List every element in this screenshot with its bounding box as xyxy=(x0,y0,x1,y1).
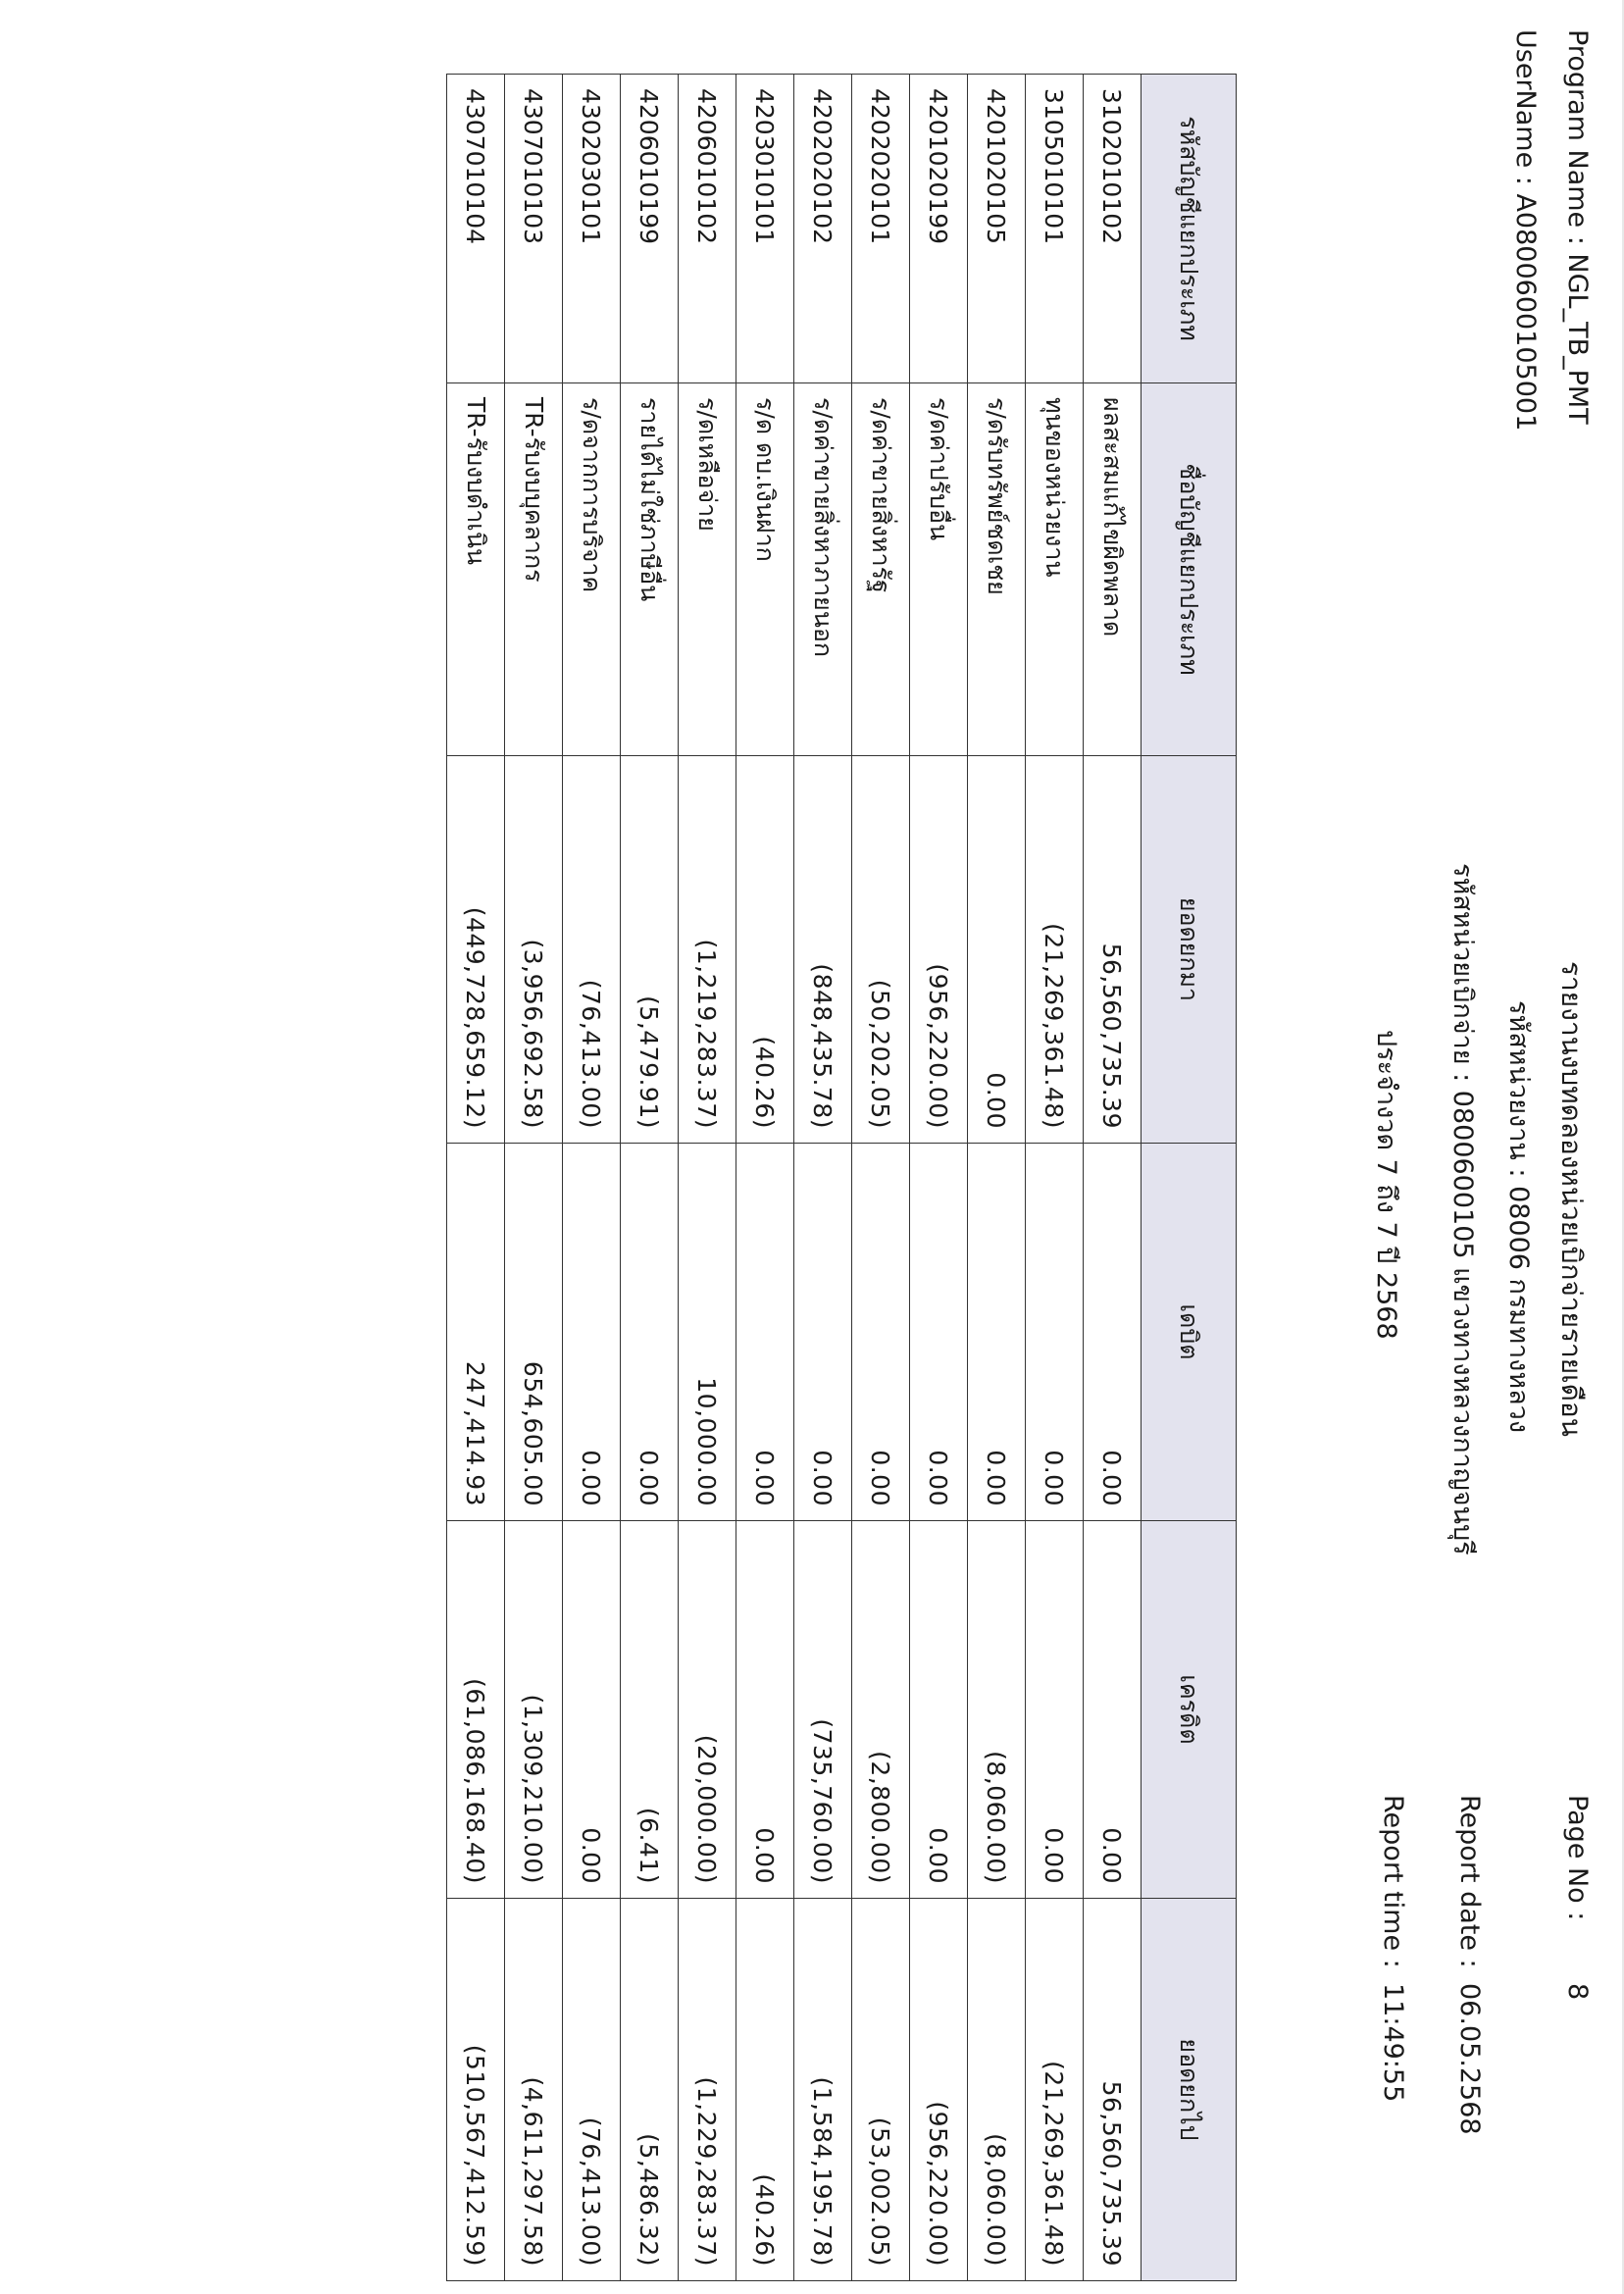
table-row xyxy=(563,75,621,2281)
cell-credit: 0.00 xyxy=(1026,1521,1084,1899)
page-no-value: 8 xyxy=(1562,1983,1593,2001)
cell-account-code: 4201020199 xyxy=(910,75,968,383)
table-row xyxy=(505,75,563,2281)
cell-credit: (735,760.00) xyxy=(794,1521,852,1899)
report-date xyxy=(1454,1795,1485,2135)
table-row xyxy=(1084,75,1142,2281)
cell-opening-balance: (40.26) xyxy=(736,756,794,1144)
cell-credit: 0.00 xyxy=(563,1521,621,1899)
user-name: UserName : A0800600105001 xyxy=(1510,29,1541,432)
table-row xyxy=(910,75,968,2281)
table-row xyxy=(1026,75,1084,2281)
cell-closing-balance: (21,269,361.48) xyxy=(1026,1899,1084,2281)
cell-account-name: ทุนของหน่วยงาน xyxy=(1026,383,1084,756)
cell-credit: (8,060.00) xyxy=(968,1521,1026,1899)
cell-debit: 0.00 xyxy=(910,1144,968,1521)
cell-debit: 0.00 xyxy=(736,1144,794,1521)
col-header-account-name: ชื่อบัญชีแยกประเภท xyxy=(1142,383,1237,756)
report-time-label: Report time : xyxy=(1378,1795,1408,1968)
cell-debit: 0.00 xyxy=(794,1144,852,1521)
cell-opening-balance: (3,956,692.58) xyxy=(505,756,563,1144)
cell-credit: (2,800.00) xyxy=(852,1521,910,1899)
cell-debit: 0.00 xyxy=(1084,1144,1142,1521)
col-header-opening-balance: ยอดยกมา xyxy=(1142,756,1237,1144)
agency-line: รหัสหน่วยงาน : 08006 กรมทางหลวง xyxy=(1503,1000,1534,1434)
cell-closing-balance: (76,413.00) xyxy=(563,1899,621,2281)
cell-credit: (1,309,210.00) xyxy=(505,1521,563,1899)
col-header-debit: เดบิต xyxy=(1142,1144,1237,1521)
table-row xyxy=(852,75,910,2281)
cell-account-code: 4307010104 xyxy=(447,75,505,383)
cell-debit: 0.00 xyxy=(1026,1144,1084,1521)
table-row xyxy=(794,75,852,2281)
cell-account-code: 4302030101 xyxy=(563,75,621,383)
cell-account-name: รายได้ไม่ใช่ภาษีอื่น xyxy=(621,383,679,756)
cell-account-name: ร/ดค่าขายสิ่งหาภายนอก xyxy=(794,383,852,756)
cell-account-name: ผลสะสมแก้ไขผิดพลาด xyxy=(1084,383,1142,756)
cell-opening-balance: 56,560,735.39 xyxy=(1084,756,1142,1144)
cell-credit: (61,086,168.40) xyxy=(447,1521,505,1899)
cell-opening-balance: (5,479.91) xyxy=(621,756,679,1144)
cell-account-code: 3102010102 xyxy=(1084,75,1142,383)
col-header-closing-balance: ยอดยกไป xyxy=(1142,1899,1237,2281)
report-title: รายงานงบทดลองหน่วยเบิกจ่ายรายเดือน xyxy=(1555,961,1588,1437)
table-row xyxy=(736,75,794,2281)
cell-account-name: TR-รับงบดำเนิน xyxy=(447,383,505,756)
cell-credit: 0.00 xyxy=(910,1521,968,1899)
cell-opening-balance: (848,435.78) xyxy=(794,756,852,1144)
table-header-row xyxy=(1142,75,1237,2281)
cell-closing-balance: (1,584,195.78) xyxy=(794,1899,852,2281)
cell-account-name: ร/ด ดบ.เงินฝาก xyxy=(736,383,794,756)
cell-closing-balance: (956,220.00) xyxy=(910,1899,968,2281)
table-row xyxy=(968,75,1026,2281)
cell-closing-balance: (40.26) xyxy=(736,1899,794,2281)
cell-debit: 0.00 xyxy=(968,1144,1026,1521)
cell-opening-balance: (76,413.00) xyxy=(563,756,621,1144)
cell-credit: 0.00 xyxy=(736,1521,794,1899)
page-no xyxy=(1562,1795,1593,2000)
cell-account-code: 4307010103 xyxy=(505,75,563,383)
cell-account-code: 4206010102 xyxy=(679,75,736,383)
cell-closing-balance: (4,611,297.58) xyxy=(505,1899,563,2281)
cell-account-name: ร/ดรับทรัพย์ชดเชย xyxy=(968,383,1026,756)
cell-account-code: 4203010101 xyxy=(736,75,794,383)
cell-debit: 247,414.93 xyxy=(447,1144,505,1521)
cell-account-code: 4202020102 xyxy=(794,75,852,383)
report-time xyxy=(1378,1795,1408,2102)
cell-account-name: ร/ดค่าปรับอื่น xyxy=(910,383,968,756)
cell-debit: 654,605.00 xyxy=(505,1144,563,1521)
table-row xyxy=(621,75,679,2281)
report-time-value: 11:49:55 xyxy=(1378,1983,1408,2103)
cell-closing-balance: (1,229,283.37) xyxy=(679,1899,736,2281)
cell-account-name: ร/ดค่าขายสิ่งหารัฐ xyxy=(852,383,910,756)
col-header-account-code: รหัสบัญชีแยกประเภท xyxy=(1142,75,1237,383)
col-header-credit: เครดิต xyxy=(1142,1521,1237,1899)
cell-debit: 10,000.00 xyxy=(679,1144,736,1521)
table-body xyxy=(447,75,1142,2281)
cell-account-code: 3105010101 xyxy=(1026,75,1084,383)
report-date-label: Report date : xyxy=(1454,1795,1485,1968)
cell-account-code: 4202020101 xyxy=(852,75,910,383)
cell-opening-balance: (21,269,361.48) xyxy=(1026,756,1084,1144)
cell-closing-balance: (510,567,412.59) xyxy=(447,1899,505,2281)
cell-opening-balance: 0.00 xyxy=(968,756,1026,1144)
cell-opening-balance: (50,202.05) xyxy=(852,756,910,1144)
cell-debit: 0.00 xyxy=(621,1144,679,1521)
report-date-value: 06.05.2568 xyxy=(1454,1983,1485,2135)
cell-closing-balance: (53,002.05) xyxy=(852,1899,910,2281)
trial-balance-table xyxy=(446,74,1237,2281)
cell-debit: 0.00 xyxy=(852,1144,910,1521)
cell-account-name: ร/ดเหลือจ่าย xyxy=(679,383,736,756)
cell-closing-balance: 56,560,735.39 xyxy=(1084,1899,1142,2281)
cell-account-name: ร/ดจากการบริจาค xyxy=(563,383,621,756)
cell-closing-balance: (5,486.32) xyxy=(621,1899,679,2281)
program-name: Program Name : NGL_TB_PMT xyxy=(1562,29,1593,425)
cell-opening-balance: (449,728,659.12) xyxy=(447,756,505,1144)
page-no-label: Page No : xyxy=(1562,1795,1593,1921)
cell-credit: 0.00 xyxy=(1084,1521,1142,1899)
cell-account-code: 4206010199 xyxy=(621,75,679,383)
period-line: ประจำงวด 7 ถึง 7 ปี 2568 xyxy=(1371,1030,1401,1340)
cell-credit: (20,000.00) xyxy=(679,1521,736,1899)
cell-account-name: TR-รับงบบุคลากร xyxy=(505,383,563,756)
table-row xyxy=(447,75,505,2281)
cell-opening-balance: (956,220.00) xyxy=(910,756,968,1144)
cell-opening-balance: (1,219,283.37) xyxy=(679,756,736,1144)
table-row xyxy=(679,75,736,2281)
cell-debit: 0.00 xyxy=(563,1144,621,1521)
cell-account-code: 4201020105 xyxy=(968,75,1026,383)
cell-closing-balance: (8,060.00) xyxy=(968,1899,1026,2281)
disbursing-unit-line: รหัสหน่วยเบิกจ่าย : 0800600105 แขวงทางหลวงกาญจนบุรี xyxy=(1447,863,1478,1555)
cell-credit: (6.41) xyxy=(621,1521,679,1899)
